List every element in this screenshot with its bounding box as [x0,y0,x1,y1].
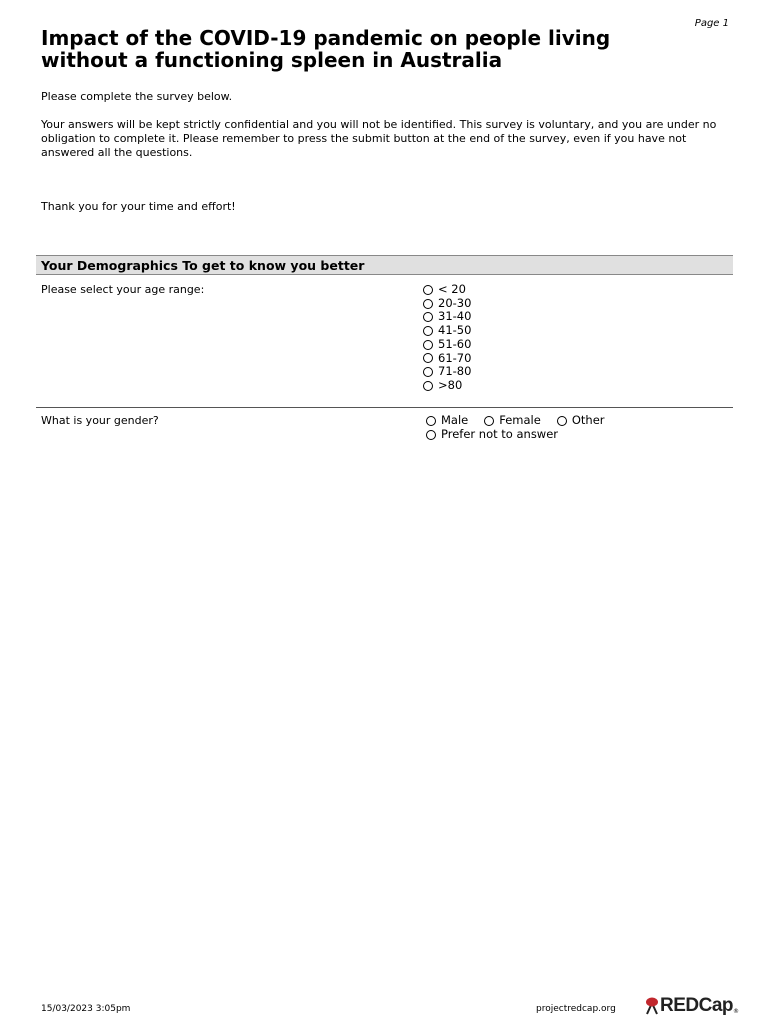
gender-option[interactable] [426,428,621,442]
intro-instructions: Please complete the survey below. [41,90,233,103]
question-age-label: Please select your age range: [41,283,205,296]
age-option-label: < 20 [438,282,466,296]
page-number: Page 1 [694,18,729,29]
radio-button[interactable] [423,353,433,363]
age-option-label: 51-60 [438,336,472,351]
intro-thanks: Thank you for your time and effort! [41,200,236,213]
age-option[interactable] [423,365,471,379]
redcap-logo-icon [644,997,660,1015]
logo-registered-mark: ® [733,1008,740,1015]
redcap-logo [644,996,739,1015]
gender-option[interactable] [557,414,605,428]
age-option[interactable] [423,338,471,352]
intro-confidentiality: Your answers will be kept strictly confidential and you will not be identified. This survey is voluntary, and you are under no obligation to complete it. Please remember to press the submit button at the end of the survey, even if you have not answered all the questions. [41,118,717,159]
radio-button[interactable] [426,416,436,426]
gender-option-label: Other [571,413,605,427]
age-option-label: 20-30 [438,295,472,310]
age-option[interactable] [423,324,471,338]
radio-button[interactable] [426,430,436,440]
radio-button[interactable] [423,326,433,336]
radio-button[interactable] [423,367,433,377]
footer-site-link[interactable]: projectredcap.org [536,1004,616,1014]
radio-button[interactable] [557,416,567,426]
gender-options [426,414,621,441]
footer-timestamp: 15/03/2023 3:05pm [41,1004,131,1014]
age-option-label: 41-50 [438,323,472,338]
question-divider [36,407,733,408]
gender-option-label: Prefer not to answer [441,426,559,441]
age-option-label: >80 [438,377,463,392]
radio-button[interactable] [423,312,433,322]
gender-option[interactable] [484,414,541,428]
age-option[interactable] [423,379,471,393]
age-option[interactable] [423,352,471,366]
age-option-label: 61-70 [438,350,472,365]
question-gender-label: What is your gender? [41,414,159,427]
logo-text: REDCap [660,995,734,1016]
radio-button[interactable] [423,285,433,295]
age-option[interactable] [423,310,471,324]
gender-option-label: Male [441,413,469,427]
age-option-label: 71-80 [438,364,472,379]
age-option[interactable] [423,283,471,297]
radio-button[interactable] [423,299,433,309]
age-option[interactable] [423,297,471,311]
gender-option[interactable] [426,414,468,428]
radio-button[interactable] [423,340,433,350]
radio-button[interactable] [423,381,433,391]
gender-option-label: Female [499,413,541,427]
age-options [423,283,471,393]
survey-title: Impact of the COVID-19 pandemic on people living without a functioning spleen in Australia [41,26,611,72]
age-option-label: 31-40 [438,309,472,324]
section-header-demographics: Your Demographics To get to know you better [36,255,733,275]
radio-button[interactable] [484,416,494,426]
